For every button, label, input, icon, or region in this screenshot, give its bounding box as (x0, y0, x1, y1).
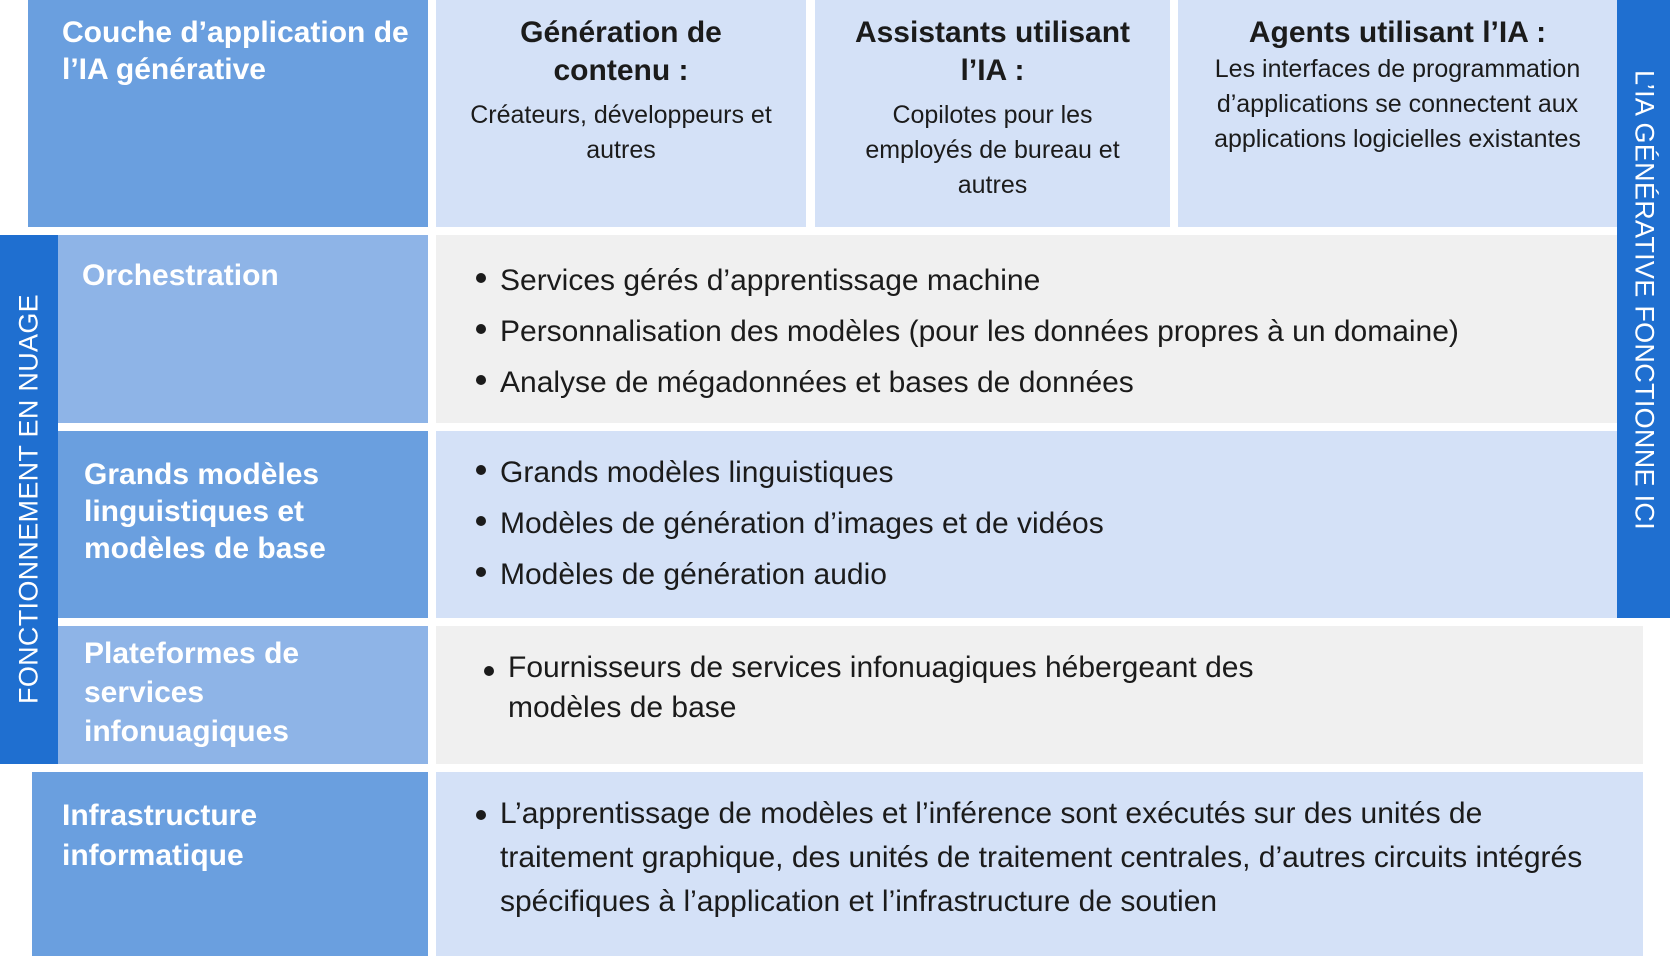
column-ai-assistants (815, 0, 1170, 227)
orchestration-content (436, 235, 1617, 423)
left-side-label: FONCTIONNEMENT EN NUAGE (13, 294, 44, 704)
list-item: L’apprentissage de modèles et l’inférence sont exécutés sur des unités de traitement graphique, des unités de traitement centrales, d’autres circuits intégrés spécifiques à l’application et l’infrastructure de soutien (476, 792, 1606, 924)
list-item: Services gérés d’apprentissage machine (476, 255, 1606, 306)
list-item: Modèles de génération audio (476, 549, 1606, 600)
llm-content (436, 431, 1617, 618)
list-item: Fournisseurs de services infonuagiques hébergeant des modèles de base (484, 648, 1364, 728)
right-side-bar (1617, 0, 1670, 618)
llm-list (476, 447, 1606, 600)
column-description: Copilotes pour les employés de bureau et autres (865, 101, 1120, 199)
cloud-platforms-content (436, 626, 1643, 764)
application-layer-label-box (28, 0, 428, 227)
cloud-platforms-label-box (58, 626, 428, 764)
infrastructure-list (476, 792, 1606, 924)
application-layer-label: Couche d’application de l’IA générative (62, 16, 409, 86)
orchestration-list (476, 255, 1606, 408)
column-title: Agents utilisant l’IA : (1248, 16, 1547, 49)
list-item: Modèles de génération d’images et de vidéos (476, 498, 1606, 549)
infrastructure-label-box (32, 772, 428, 956)
column-title: Assistants utilisant l’IA : (854, 16, 1131, 87)
right-side-label: L’IA GÉNÉRATIVE FONCTIONNE ICI (1629, 69, 1659, 531)
orchestration-label-box (58, 235, 428, 423)
cloud-platforms-label: Plateformes de services infonuagiques (84, 637, 300, 748)
left-side-bar (0, 235, 58, 764)
orchestration-label: Orchestration (82, 259, 279, 292)
cloud-platforms-list (484, 648, 1364, 728)
column-title: Génération de contenu : (520, 16, 722, 87)
infrastructure-content (436, 772, 1643, 956)
column-ai-agents (1178, 0, 1617, 227)
llm-label-box (58, 431, 428, 618)
list-item: Analyse de mégadonnées et bases de données (476, 357, 1606, 408)
column-content-generation (436, 0, 806, 227)
column-description: Créateurs, développeurs et autres (470, 101, 772, 164)
list-item: Personnalisation des modèles (pour les données propres à un domaine) (476, 306, 1606, 357)
infrastructure-label: Infrastructure informatique (62, 799, 258, 872)
llm-label: Grands modèles linguistiques et modèles de base (84, 458, 326, 565)
column-description: Les interfaces de programmation d’applications se connectent aux applications logicielles existantes (1214, 55, 1581, 153)
list-item: Grands modèles linguistiques (476, 447, 1606, 498)
